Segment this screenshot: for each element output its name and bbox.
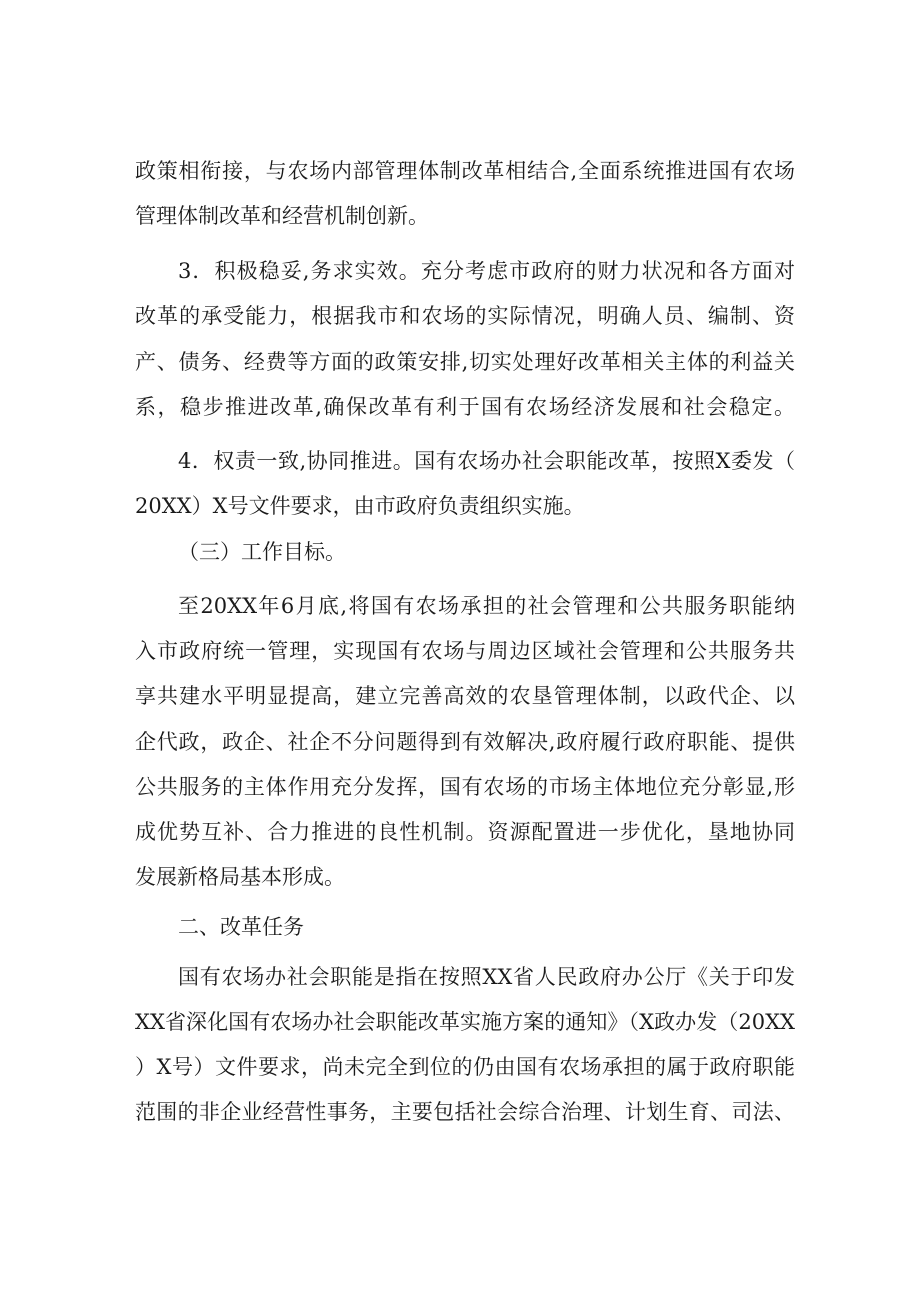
text-line: ）X号）文件要求，尚未完全到位的仍由国有农场承担的属于政府职能 xyxy=(135,1055,795,1079)
text-line: 企代政，政企、社企不分问题得到有效解决,政府履行政府职能、提供 xyxy=(135,730,795,754)
text-line: 20XX）X号文件要求，由市政府负责组织实施。 xyxy=(135,494,585,518)
section-heading: （三）工作目标。 xyxy=(178,540,346,564)
text-line: 政策相衔接，与农场内部管理体制改革相结合,全面系统推进国有农场 xyxy=(135,159,795,183)
text-line: 国有农场办社会职能是指在按照XX省人民政府办公厅《关于印发 xyxy=(178,965,795,989)
text-line: 发展新格局基本形成。 xyxy=(135,865,345,889)
text-line: XX省深化国有农场办社会职能改革实施方案的通知》（X政办发（20XX xyxy=(135,1010,795,1034)
text-line: 改革的承受能力，根据我市和农场的实际情况，明确人员、编制、资 xyxy=(135,304,795,328)
text-line: 成优势互补、合力推进的良性机制。资源配置进一步优化，垦地协同 xyxy=(135,820,795,844)
text-line: 4．权责一致,协同推进。国有农场办社会职能改革，按照X委发（ xyxy=(178,449,795,473)
text-line: 范围的非企业经营性事务，主要包括社会综合治理、计划生育、司法、 xyxy=(135,1100,795,1124)
text-line: 入市政府统一管理，实现国有农场与周边区域社会管理和公共服务共 xyxy=(135,639,795,663)
text-line: 产、债务、经费等方面的政策安排,切实处理好改革相关主体的利益关 xyxy=(135,350,795,374)
text-line: 公共服务的主体作用充分发挥，国有农场的市场主体地位充分彰显,形 xyxy=(135,775,795,799)
section-heading: 二、改革任务 xyxy=(178,915,304,939)
text-line: 至20XX年6月底,将国有农场承担的社会管理和公共服务职能纳 xyxy=(178,594,795,618)
text-line: 管理体制改革和经营机制创新。 xyxy=(135,204,429,228)
text-line: 享共建水平明显提高，建立完善高效的农垦管理体制，以政代企、以 xyxy=(135,684,795,708)
text-line: 系，稳步推进改革,确保改革有利于国有农场经济发展和社会稳定。 xyxy=(135,395,795,419)
text-line: 3．积极稳妥,务求实效。充分考虑市政府的财力状况和各方面对 xyxy=(178,259,795,283)
